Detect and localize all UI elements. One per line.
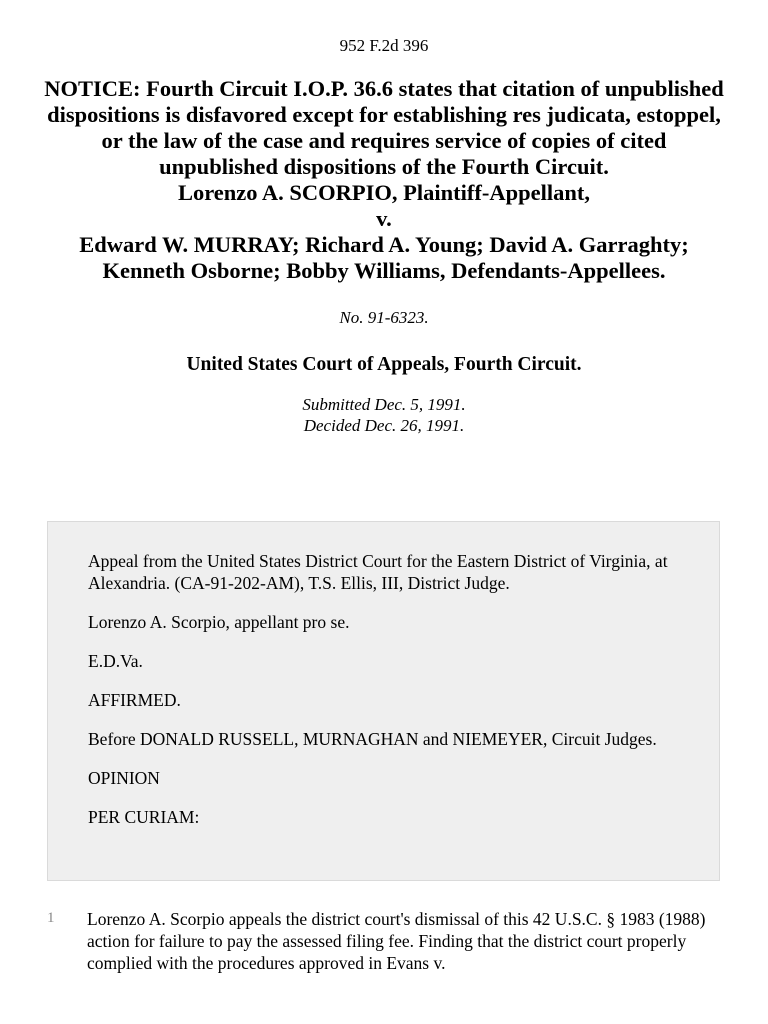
court-name: United States Court of Appeals, Fourth Circuit. (186, 354, 582, 375)
defendants-line-2: Kenneth Osborne; Bobby Williams, Defendants-Appellees. (102, 258, 666, 283)
per-curiam-label: PER CURIAM: (88, 807, 200, 827)
submitted-date: Submitted Dec. 5, 1991. (302, 395, 466, 414)
notice-text: NOTICE: Fourth Circuit I.O.P. 36.6 states that citation of unpublished dispositions is disfavored except for establishing res judicata, estoppel, or the law of the case and requires service of copies of cited unpublished dispositions of the Fourth Circuit. (44, 76, 724, 179)
disposition: AFFIRMED. (88, 690, 181, 710)
docket-number: No. 91-6323. (339, 308, 429, 327)
case-citation: 952 F.2d 396 (339, 36, 429, 55)
versus-line: v. (376, 206, 392, 231)
opinion-label: OPINION (88, 768, 160, 788)
opinion-paragraph (47, 908, 727, 974)
decided-date: Decided Dec. 26, 1991. (303, 416, 465, 435)
plaintiff-line: Lorenzo A. SCORPIO, Plaintiff-Appellant, (177, 180, 591, 205)
district-abbrev: E.D.Va. (88, 651, 143, 671)
paragraph-text: Lorenzo A. Scorpio appeals the district court's dismissal of this 42 U.S.C. § 1983 (1988) action for failure to pay the assessed filing fee. Finding that the district court properly complied with the procedures approved in Evans v. (87, 909, 706, 973)
case-summary-box (47, 521, 720, 881)
counsel-info: Lorenzo A. Scorpio, appellant pro se. (88, 612, 350, 632)
defendants-line-1: Edward W. MURRAY; Richard A. Young; David A. Garraghty; (79, 232, 689, 257)
case-dates (0, 394, 768, 436)
panel-judges: Before DONALD RUSSELL, MURNAGHAN and NIEMEYER, Circuit Judges. (88, 729, 657, 749)
case-heading (40, 76, 728, 284)
appeal-info: Appeal from the United States District Court for the Eastern District of Virginia, at Alexandria. (CA-91-202-AM), T.S. Ellis, III, District Judge. (88, 551, 668, 593)
paragraph-number: 1 (47, 910, 55, 926)
